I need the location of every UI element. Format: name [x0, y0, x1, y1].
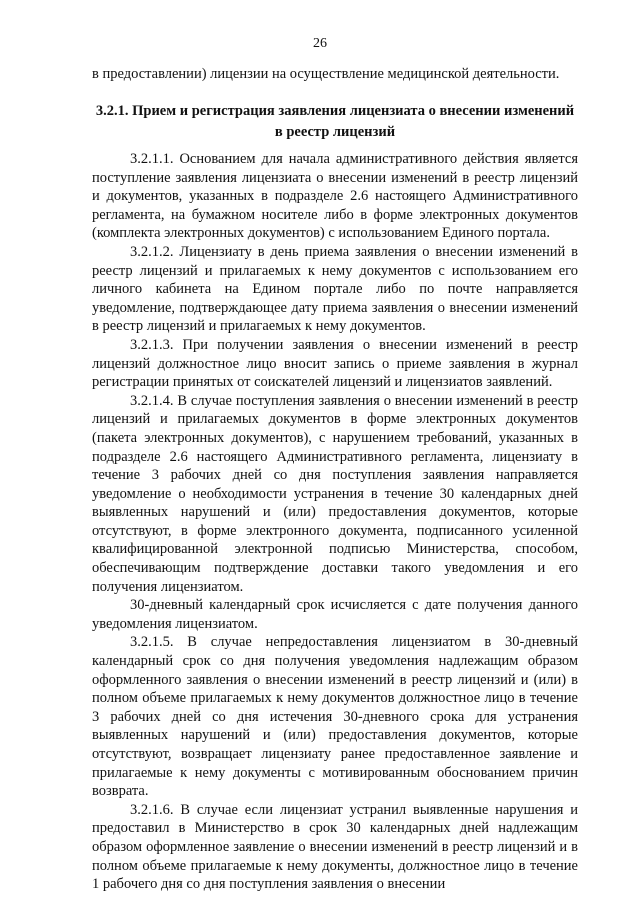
- paragraph-3-2-1-4: 3.2.1.4. В случае поступления заявления о внесении изменений в реестр лицензий и прилагаемых документов в форме электронных документов (пакета электронных документов), с нарушением требований, указанных в подразделе 2.6 настоящего Административного регламента, лицензиату в течение 3 рабочих дней со дня поступления заявления направляется уведомление о необходимости устранения в течение 30 календарных дней выявленных нарушений и (или) предоставления документов, которые отсутствуют, в форме электронного документа, подписанного усиленной квалифицированной электронной подписью Министерства, способом, обеспечивающим подтверждение доставки такого уведомления и его получения лицензиатом.: [92, 392, 578, 595]
- section-title: 3.2.1. Прием и регистрация заявления лицензиата о внесении изменений в реестр лицензий: [95, 103, 575, 140]
- paragraph-3-2-1-5: 3.2.1.5. В случае непредоставления лицензиатом в 30-дневный календарный срок со дня получения уведомления надлежащим образом оформленного заявления о внесении изменений в реестр лицензий и (или) в полном объеме прилагаемых к нему документов должностное лицо в течение 3 рабочих дней со дня истечения 30-дневного срока для устранения выявленных нарушений и (или) предоставления документов, которые отсутствуют, возвращает лицензиату ранее предоставленное заявление и прилагаемые к нему документы с мотивированным обоснованием причин возврата.: [92, 634, 578, 800]
- paragraph-3-2-1-2: 3.2.1.2. Лицензиату в день приема заявления о внесении изменений в реестр лицензий и прилагаемых к нему документов с использованием его личного кабинета на Едином портале либо по почте направляется уведомление, подтверждающее дату приема заявления о внесении изменений в реестр лицензий и прилагаемых к нему документов.: [92, 243, 578, 335]
- paragraph-30-day-term: 30-дневный календарный срок исчисляется с дате получения данного уведомления лицензиатом.: [92, 597, 578, 632]
- page-number: 26: [313, 36, 327, 51]
- paragraph-3-2-1-3: 3.2.1.3. При получении заявления о внесении изменений в реестр лицензий должностное лицо вносит запись о приеме заявления в журнал регистрации принятых от соискателей лицензий и лицензиатов заявлений.: [92, 336, 578, 391]
- continuation-line: в предоставлении) лицензии на осуществление медицинской деятельности.: [92, 66, 560, 82]
- body-text: [92, 150, 578, 894]
- paragraph-3-2-1-6: 3.2.1.6. В случае если лицензиат устранил выявленные нарушения и предоставил в Министерство в срок 30 календарных дней надлежащим образом оформленное заявление о внесении изменений в реестр лицензий и в полном объеме прилагаемые к нему документы, должностное лицо в течение 1 рабочего дня со дня поступления заявления о внесении: [92, 801, 578, 893]
- paragraph-3-2-1-1: 3.2.1.1. Основанием для начала административного действия является поступление заявления лицензиата о внесении изменений в реестр лицензий и документов, указанных в подразделе 2.6 настоящего Административного регламента, на бумажном носителе либо в форме электронных документов (комплекта электронных документов) с использованием Единого портала.: [92, 151, 578, 242]
